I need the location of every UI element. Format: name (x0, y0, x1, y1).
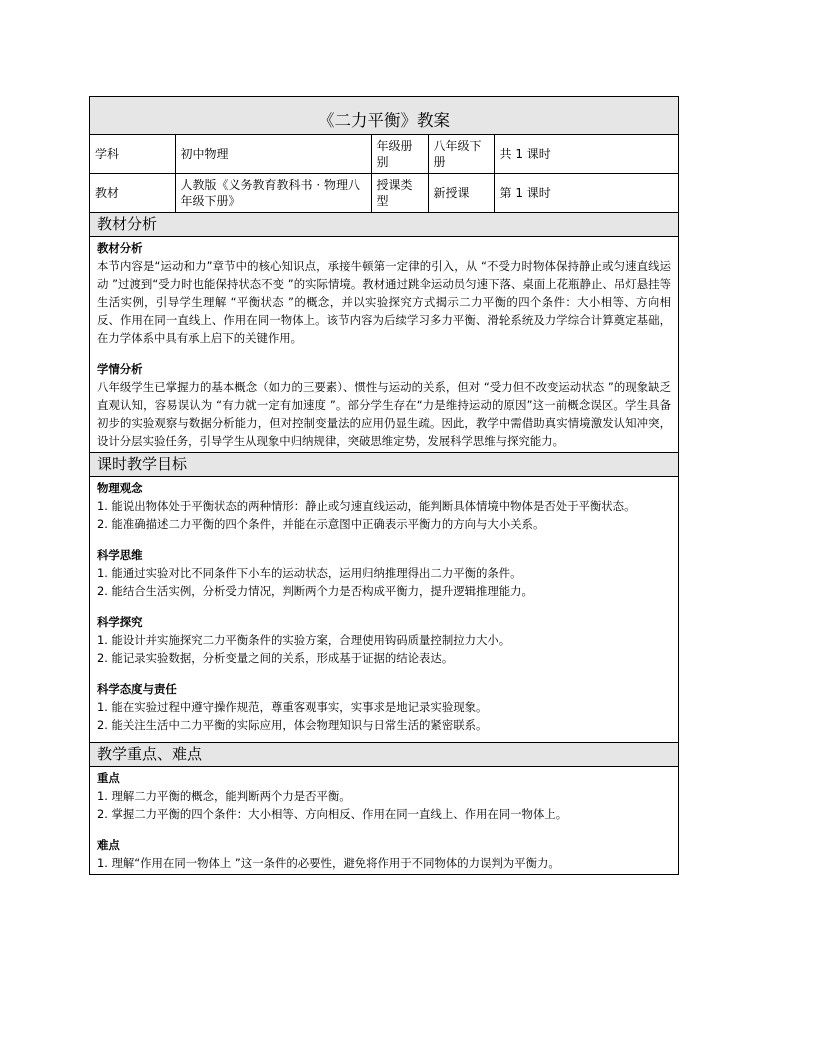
difficulty-title: 难点 (97, 838, 120, 852)
type-label: 授课类型 (371, 174, 428, 213)
type-value: 新授课 (428, 174, 494, 213)
analysis-heading: 教材分析 (90, 213, 678, 237)
hours-value: 共 1 课时 (494, 135, 678, 174)
goal-group-title: 科学思维 (97, 548, 143, 562)
goal-item: 2. 能结合生活实例，分析受力情况，判断两个力是否构成平衡力，提升逻辑推理能力。 (97, 584, 533, 598)
goal-item: 2. 能准确描述二力平衡的四个条件，并能在示意图中正确表示平衡力的方向与大小关系。 (97, 517, 545, 531)
subject-label: 学科 (90, 135, 175, 174)
difficulty-item: 1. 理解“作用在同一物体上 ”这一条件的必要性，避免将作用于不同物体的力误判为平衡力。 (97, 856, 560, 870)
info-table (90, 135, 678, 213)
analysis-section (90, 237, 678, 453)
goal-item: 1. 能在实验过程中遵守操作规范，尊重客观事实，实事求是地记录实验现象。 (97, 700, 488, 714)
goal-group-title: 物理观念 (97, 481, 143, 495)
goal-group-title: 科学探究 (97, 615, 143, 629)
goal-item: 1. 能设计并实施探究二力平衡条件的实验方案，合理使用钩码质量控制拉力大小。 (97, 633, 511, 647)
grade-label: 年级册别 (371, 135, 428, 174)
goal-item: 1. 能说出物体处于平衡状态的两种情形：静止或匀速直线运动，能判断具体情境中物体是否处于平衡状态。 (97, 499, 636, 513)
learner-subheading: 学情分析 (97, 362, 143, 376)
focus-item: 1. 理解二力平衡的概念，能判断两个力是否平衡。 (97, 789, 351, 803)
goal-group (97, 479, 671, 533)
lesson-plan-document (89, 96, 679, 875)
goal-item: 1. 能通过实验对比不同条件下小车的运动状态，运用归纳推理得出二力平衡的条件。 (97, 566, 522, 580)
keypoints-heading: 教学重点、难点 (90, 743, 678, 767)
textbook-value: 人教版《义务教育教科书 · 物理八年级下册》 (175, 174, 371, 213)
document-title: 《二力平衡》教案 (90, 97, 678, 135)
focus-item: 2. 掌握二力平衡的四个条件：大小相等、方向相反、作用在同一直线上、作用在同一物体上。 (97, 807, 568, 821)
material-paragraph: 本节内容是“运动和力”章节中的核心知识点，承接牛顿第一定律的引入，从 “不受力时物体保持静止或匀速直线运动 ”过渡到“受力时也能保持状态不变 ”的实际情境。教材通过跳伞运动员匀速下落、桌面上花瓶静止、吊灯悬挂等生活实例，引导学生理解 “平衡状态 ”的概念，并以实验探究方式揭示二力平衡的四个条件：大小相等、方向相反、作用在同一直线上、作用在同一物体上。该节内容为后续学习多力平衡、滑轮系统及力学综合计算奠定基础，在力学体系中具有承上启下的关键作用。 (97, 259, 671, 345)
textbook-label: 教材 (90, 174, 175, 213)
goal-group (97, 680, 671, 734)
keypoints-section (90, 767, 678, 874)
goals-section (90, 477, 678, 743)
goal-item: 2. 能记录实验数据，分析变量之间的关系，形成基于证据的结论表达。 (97, 651, 454, 665)
grade-value: 八年级下册 (428, 135, 494, 174)
focus-title: 重点 (97, 771, 120, 785)
goal-group (97, 613, 671, 667)
lesson-value: 第 1 课时 (494, 174, 678, 213)
subject-value: 初中物理 (175, 135, 371, 174)
goal-item: 2. 能关注生活中二力平衡的实际应用，体会物理知识与日常生活的紧密联系。 (97, 718, 488, 732)
material-subheading: 教材分析 (97, 241, 143, 255)
goal-group (97, 546, 671, 600)
goals-heading: 课时教学目标 (90, 453, 678, 477)
goal-group-title: 科学态度与责任 (97, 682, 177, 696)
learner-paragraph: 八年级学生已掌握力的基本概念（如力的三要素）、惯性与运动的关系，但对 “受力但不改变运动状态 ”的现象缺乏直观认知，容易误认为 “有力就一定有加速度 ”。部分学生存在“力是维持运动的原因”这一前概念误区。学生具备初步的实验观察与数据分析能力，但对控制变量法的应用仍显生疏。因此，教学中需借助真实情境激发认知冲突，设计分层实验任务，引导学生从现象中归纳规律，突破思维定势，发展科学思维与探究能力。 (97, 380, 671, 448)
